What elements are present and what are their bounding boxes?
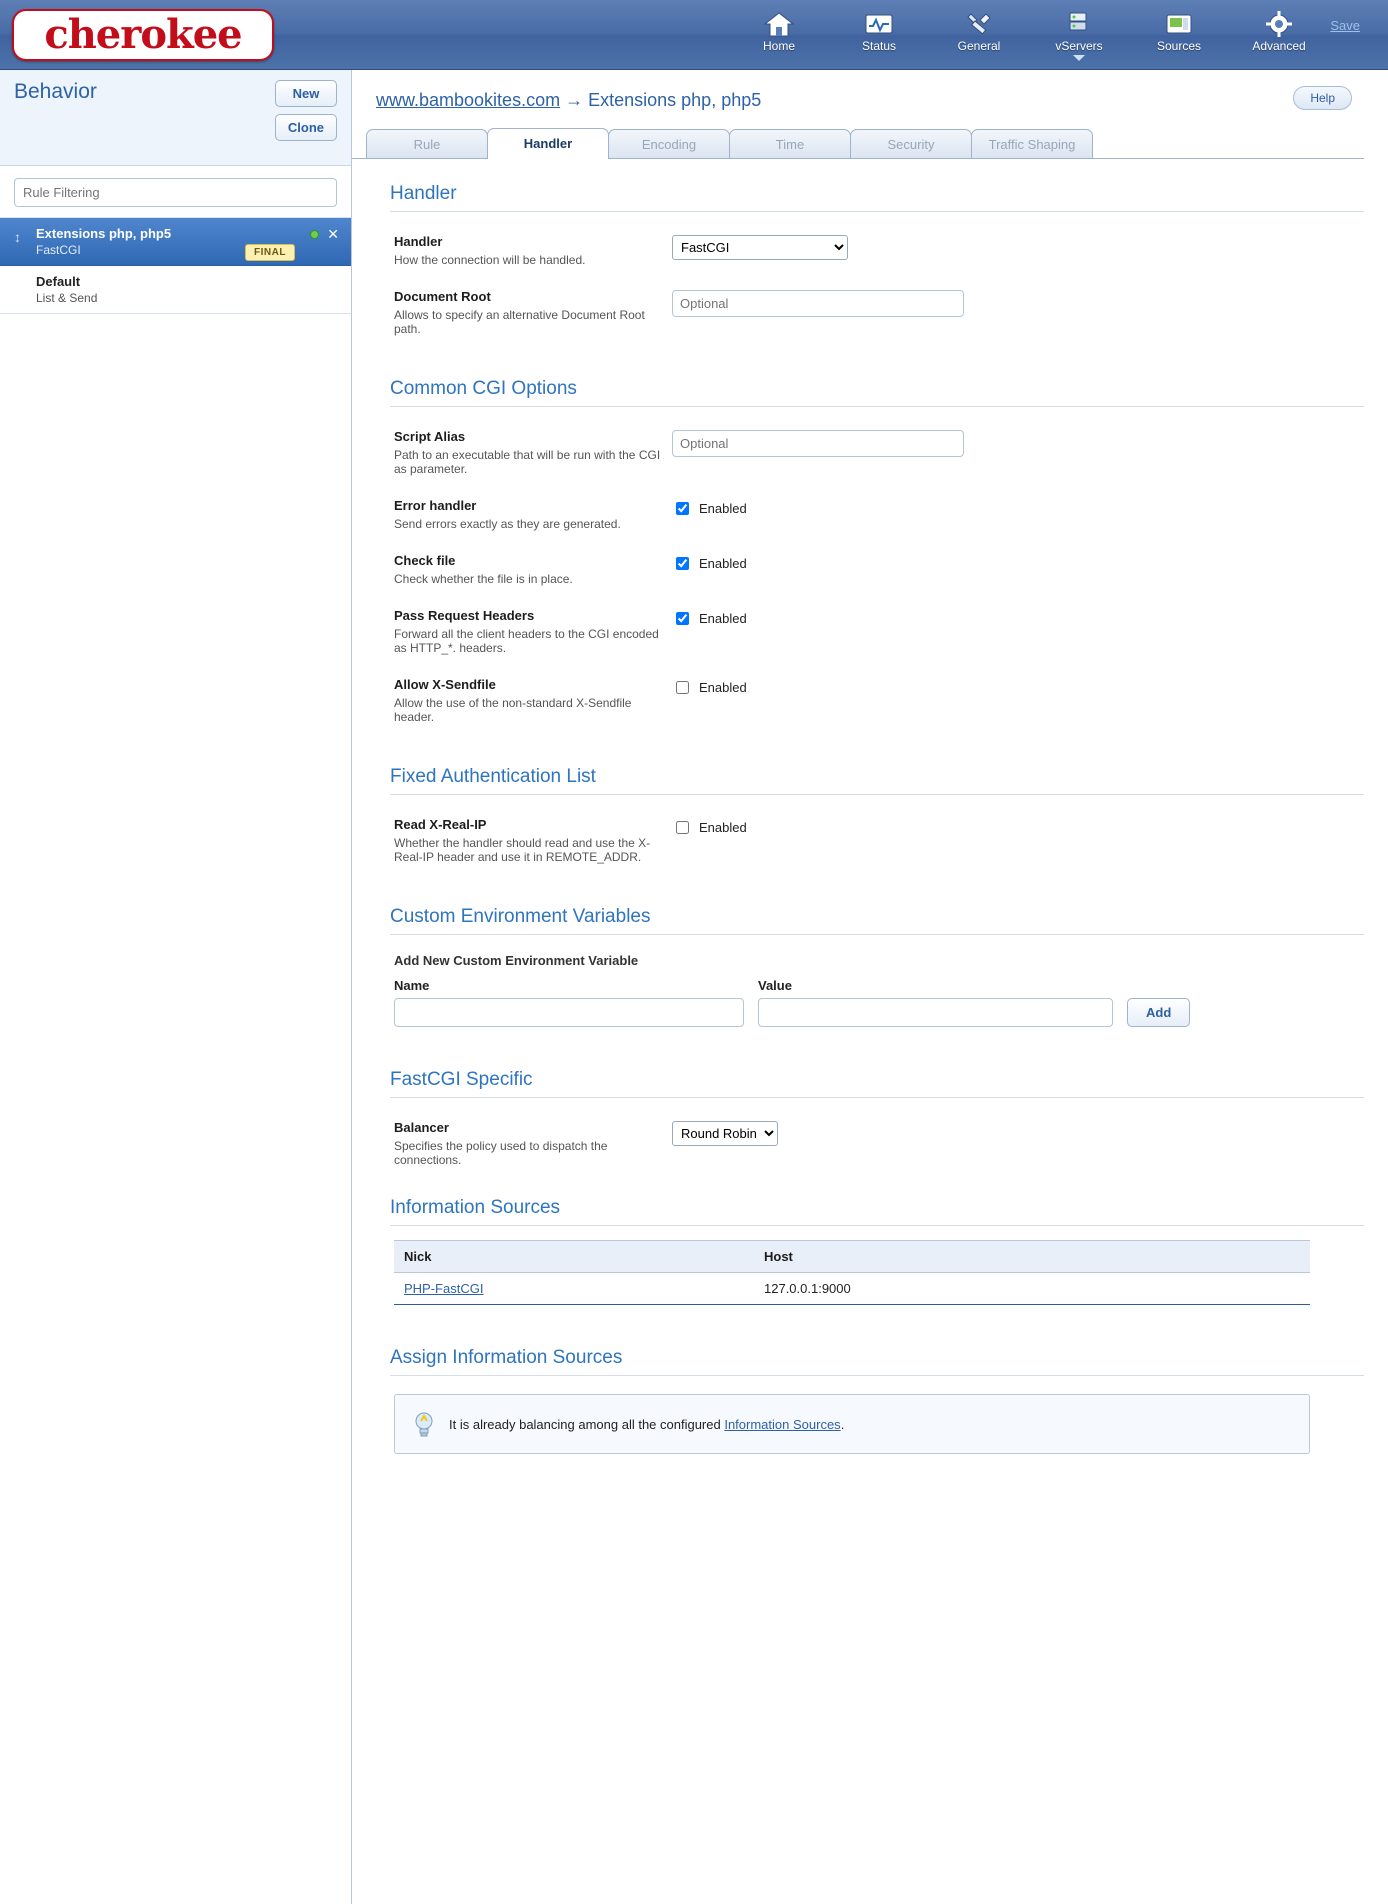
section-title-common-cgi: Common CGI Options xyxy=(390,378,1364,407)
field-script-alias xyxy=(390,429,1364,476)
field-label-script-alias: Script Alias xyxy=(394,429,466,444)
save-link[interactable]: Save xyxy=(1330,18,1360,33)
logo-text: cherokee xyxy=(44,10,242,58)
servers-icon xyxy=(1040,2,1118,38)
add-button[interactable]: Add xyxy=(1127,998,1190,1027)
x-sendfile-checkbox-label: Enabled xyxy=(699,680,747,695)
check-file-checkbox-row[interactable] xyxy=(672,554,1364,573)
custom-env-row xyxy=(390,978,1364,1027)
rule-item-extensions-php[interactable] xyxy=(0,218,351,266)
drag-handle-icon[interactable]: ↕ xyxy=(14,229,21,245)
pass-headers-checkbox[interactable] xyxy=(676,612,689,625)
close-icon[interactable]: ✕ xyxy=(327,226,339,242)
custom-env-name-col xyxy=(394,978,744,1027)
nav-item-vservers[interactable] xyxy=(1040,2,1118,61)
pass-headers-checkbox-label: Enabled xyxy=(699,611,747,626)
nav-label-status: Status xyxy=(861,39,897,53)
new-button[interactable]: New xyxy=(275,80,337,107)
field-desc-pass-request-headers: Forward all the client headers to the CGI encoded as HTTP_*. headers. xyxy=(394,627,659,655)
custom-env-add-col xyxy=(1127,998,1190,1027)
section-fastcgi xyxy=(390,1069,1364,1167)
sidebar xyxy=(0,70,352,1904)
cell-nick xyxy=(394,1273,754,1305)
section-title-handler: Handler xyxy=(390,183,1364,212)
section-assign-sources xyxy=(390,1347,1364,1454)
column-header-nick: Nick xyxy=(394,1241,754,1273)
field-error-handler xyxy=(390,498,1364,531)
section-title-fixed-auth: Fixed Authentication List xyxy=(390,766,1364,795)
field-label-check-file: Check file xyxy=(394,553,456,568)
nav-item-general[interactable] xyxy=(940,2,1018,61)
nav-label-vservers: vServers xyxy=(1055,39,1103,53)
top-navigation xyxy=(740,2,1318,61)
table-header-row xyxy=(394,1241,1310,1273)
help-button[interactable]: Help xyxy=(1293,86,1352,110)
breadcrumb-bar xyxy=(352,70,1388,128)
custom-env-subhead: Add New Custom Environment Variable xyxy=(394,953,639,968)
field-desc-error-handler: Send errors exactly as they are generated. xyxy=(394,517,621,531)
source-nick-link[interactable]: PHP-FastCGI xyxy=(404,1281,484,1296)
error-handler-checkbox-label: Enabled xyxy=(699,501,747,516)
script-alias-input[interactable] xyxy=(672,430,964,457)
check-file-checkbox-label: Enabled xyxy=(699,556,747,571)
nav-item-advanced[interactable] xyxy=(1240,2,1318,61)
field-pass-request-headers xyxy=(390,608,1364,655)
field-desc-document-root: Allows to specify an alternative Document Root path. xyxy=(394,308,645,336)
field-label-document-root: Document Root xyxy=(394,289,491,304)
field-label-balancer: Balancer xyxy=(394,1120,449,1135)
field-desc-check-file: Check whether the file is in place. xyxy=(394,572,573,586)
field-check-file xyxy=(390,553,1364,586)
section-fixed-auth xyxy=(390,766,1364,864)
custom-env-value-col xyxy=(758,978,1113,1027)
information-sources-link[interactable]: Information Sources xyxy=(724,1416,841,1432)
rule-subtitle: List & Send xyxy=(36,291,98,305)
tab-content-handler xyxy=(352,159,1388,1536)
breadcrumb-host-link[interactable]: www.bambookites.com xyxy=(376,90,561,110)
read-x-real-ip-checkbox-label: Enabled xyxy=(699,820,747,835)
section-custom-env xyxy=(390,906,1364,1027)
error-handler-checkbox-row[interactable] xyxy=(672,499,1364,518)
wrench-icon xyxy=(940,2,1018,38)
nav-item-sources[interactable] xyxy=(1140,2,1218,61)
sidebar-header xyxy=(0,70,351,166)
tab-handler[interactable]: Handler xyxy=(487,128,609,159)
assign-sources-note-text xyxy=(449,1417,844,1432)
nav-item-status[interactable] xyxy=(840,2,918,61)
breadcrumb xyxy=(376,90,1364,111)
note-prefix: It is already balancing among all the configured xyxy=(449,1416,725,1432)
rule-filter-wrapper xyxy=(0,166,351,217)
custom-env-value-label: Value xyxy=(758,978,792,993)
custom-env-name-input[interactable] xyxy=(394,998,744,1027)
section-handler xyxy=(390,183,1364,336)
tab-bar xyxy=(352,128,1364,159)
status-icon xyxy=(840,2,918,38)
x-sendfile-checkbox-row[interactable] xyxy=(672,678,1364,697)
table-row[interactable] xyxy=(394,1273,1310,1305)
field-balancer xyxy=(390,1120,1364,1167)
field-label-error-handler: Error handler xyxy=(394,498,477,513)
home-icon xyxy=(740,2,818,38)
breadcrumb-current: Extensions php, php5 xyxy=(588,90,762,110)
nav-label-advanced: Advanced xyxy=(1252,39,1306,53)
section-title-assign-sources: Assign Information Sources xyxy=(390,1347,1364,1376)
field-desc-script-alias: Path to an executable that will be run with the CGI as parameter. xyxy=(394,448,661,476)
error-handler-checkbox[interactable] xyxy=(676,502,689,515)
tab-rule[interactable]: Rule xyxy=(366,129,488,158)
section-information-sources xyxy=(390,1197,1364,1305)
rule-title: Extensions php, php5 xyxy=(36,226,172,241)
tab-time[interactable]: Time xyxy=(729,129,851,158)
handler-select[interactable] xyxy=(672,235,848,260)
field-label-handler: Handler xyxy=(394,234,443,249)
section-title-information-sources: Information Sources xyxy=(390,1197,1364,1226)
assign-sources-note xyxy=(394,1394,1310,1454)
read-x-real-ip-checkbox[interactable] xyxy=(676,821,689,834)
field-label-pass-request-headers: Pass Request Headers xyxy=(394,608,535,623)
column-header-host: Host xyxy=(754,1241,1310,1273)
field-desc-allow-x-sendfile: Allow the use of the non-standard X-Sendfile header. xyxy=(394,696,632,724)
field-label-read-x-real-ip: Read X-Real-IP xyxy=(394,817,487,832)
main-panel xyxy=(352,70,1388,1904)
note-suffix: . xyxy=(840,1416,845,1432)
field-handler xyxy=(390,234,1364,267)
clone-button[interactable]: Clone xyxy=(275,114,337,141)
section-title-fastcgi: FastCGI Specific xyxy=(390,1069,1364,1098)
nav-item-home[interactable] xyxy=(740,2,818,61)
check-file-checkbox[interactable] xyxy=(676,557,689,570)
pass-headers-checkbox-row[interactable] xyxy=(672,609,1364,628)
read-x-real-ip-checkbox-row[interactable] xyxy=(672,818,1364,837)
tab-traffic-shaping[interactable]: Traffic Shaping xyxy=(971,129,1093,158)
field-desc-balancer: Specifies the policy used to dispatch the connections. xyxy=(394,1139,608,1167)
rule-filter-input[interactable] xyxy=(14,178,337,207)
nav-label-general: General xyxy=(957,39,1001,53)
field-read-x-real-ip xyxy=(390,817,1364,864)
nav-label-sources: Sources xyxy=(1156,39,1202,53)
information-sources-table xyxy=(394,1240,1310,1305)
cell-host: 127.0.0.1:9000 xyxy=(754,1273,1310,1305)
document-root-input[interactable] xyxy=(672,290,964,317)
custom-env-name-label: Name xyxy=(394,978,430,993)
rule-item-default[interactable] xyxy=(0,266,351,314)
sidebar-title: Behavior xyxy=(14,80,97,103)
body-wrapper xyxy=(0,70,1388,1904)
field-document-root xyxy=(390,289,1364,336)
rule-list xyxy=(0,217,351,314)
sources-icon xyxy=(1140,2,1218,38)
section-common-cgi xyxy=(390,378,1364,724)
rule-subtitle: FastCGI xyxy=(36,243,81,257)
field-allow-x-sendfile xyxy=(390,677,1364,724)
rule-status-icon xyxy=(310,230,319,239)
breadcrumb-separator: → xyxy=(565,90,584,110)
tab-encoding[interactable]: Encoding xyxy=(608,129,730,158)
balancer-select[interactable] xyxy=(672,1121,778,1146)
x-sendfile-checkbox[interactable] xyxy=(676,681,689,694)
nav-label-home: Home xyxy=(762,39,795,53)
lightbulb-icon xyxy=(411,1409,437,1439)
final-badge: FINAL xyxy=(245,244,295,261)
cherokee-logo xyxy=(12,9,274,61)
custom-env-value-input[interactable] xyxy=(758,998,1113,1027)
gear-icon xyxy=(1240,2,1318,38)
tab-security[interactable]: Security xyxy=(850,129,972,158)
top-bar xyxy=(0,0,1388,70)
field-desc-handler: How the connection will be handled. xyxy=(394,253,586,267)
rule-title: Default xyxy=(36,274,81,289)
field-desc-read-x-real-ip: Whether the handler should read and use the X-Real-IP header and use it in REMOTE_ADDR. xyxy=(394,836,651,864)
field-label-allow-x-sendfile: Allow X-Sendfile xyxy=(394,677,496,692)
section-title-custom-env: Custom Environment Variables xyxy=(390,906,1364,935)
